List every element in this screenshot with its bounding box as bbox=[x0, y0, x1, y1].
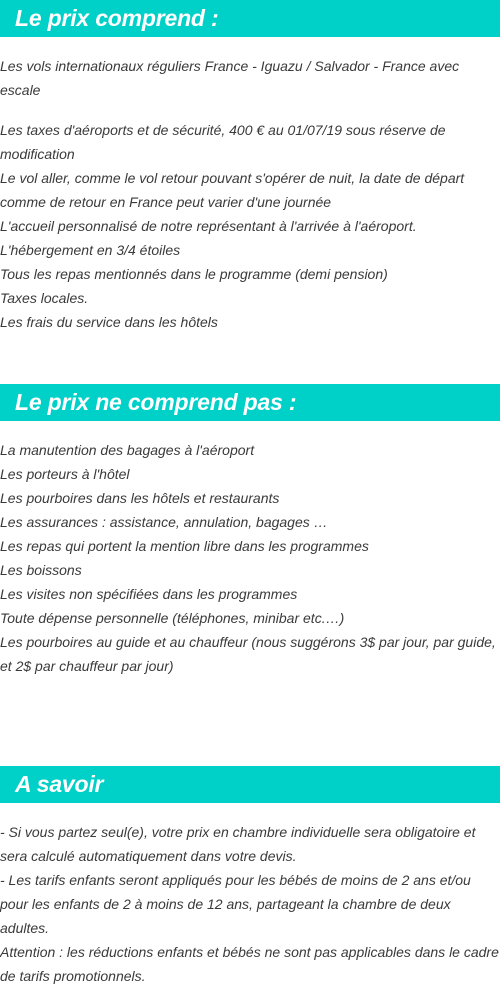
list-item: Taxes locales. bbox=[0, 290, 89, 306]
list-item: Le vol aller, comme le vol retour pouvant s'opérer de nuit, la date de départ comme de retour en France peut varier d'une journée bbox=[0, 170, 465, 210]
list-item: Tous les repas mentionnés dans le programme (demi pension) bbox=[0, 266, 388, 282]
list-item: Les visites non spécifiées dans les programmes bbox=[0, 586, 298, 602]
list-item: Les frais du service dans les hôtels bbox=[0, 314, 218, 330]
section-title-price-includes: Le prix comprend : bbox=[0, 0, 500, 37]
spacer bbox=[0, 102, 500, 118]
list-item: Les pourboires dans les hôtels et restaurants bbox=[0, 490, 280, 506]
price-includes-list bbox=[0, 37, 500, 334]
list-item: Les vols internationaux réguliers France - Iguazu / Salvador - France avec escale bbox=[0, 58, 460, 98]
list-item: Les assurances : assistance, annulation, bagages … bbox=[0, 514, 328, 530]
good-to-know-list bbox=[0, 803, 500, 988]
list-item: L'hébergement en 3/4 étoiles bbox=[0, 242, 181, 258]
list-item: Les taxes d'aéroports et de sécurité, 400 € au 01/07/19 sous réserve de modification bbox=[0, 122, 446, 162]
section-title-good-to-know: A savoir bbox=[0, 766, 500, 803]
list-item: - Les tarifs enfants seront appliqués pour les bébés de moins de 2 ans et/ou pour les enfants de 2 à moins de 12 ans, partageant la chambre de deux adultes. bbox=[0, 872, 471, 936]
list-item: L'accueil personnalisé de notre représentant à l'arrivée à l'aéroport. bbox=[0, 218, 417, 234]
list-item: - Si vous partez seul(e), votre prix en chambre individuelle sera obligatoire et sera calculé automatiquement dans votre devis. bbox=[0, 824, 476, 864]
list-item: La manutention des bagages à l'aéroport bbox=[0, 442, 255, 458]
list-item: Les boissons bbox=[0, 562, 82, 578]
list-item: Les repas qui portent la mention libre dans les programmes bbox=[0, 538, 369, 554]
list-item: Attention : les réductions enfants et bébés ne sont pas applicables dans le cadre de tarifs promotionnels. bbox=[0, 944, 499, 984]
section-title-price-excludes: Le prix ne comprend pas : bbox=[0, 384, 500, 421]
list-item: Les pourboires au guide et au chauffeur (nous suggérons 3$ par jour, par guide, et 2$ par chauffeur par jour) bbox=[0, 634, 496, 674]
price-excludes-list bbox=[0, 421, 500, 678]
list-item: Toute dépense personnelle (téléphones, minibar etc.…) bbox=[0, 610, 345, 626]
list-item: Les porteurs à l'hôtel bbox=[0, 466, 130, 482]
